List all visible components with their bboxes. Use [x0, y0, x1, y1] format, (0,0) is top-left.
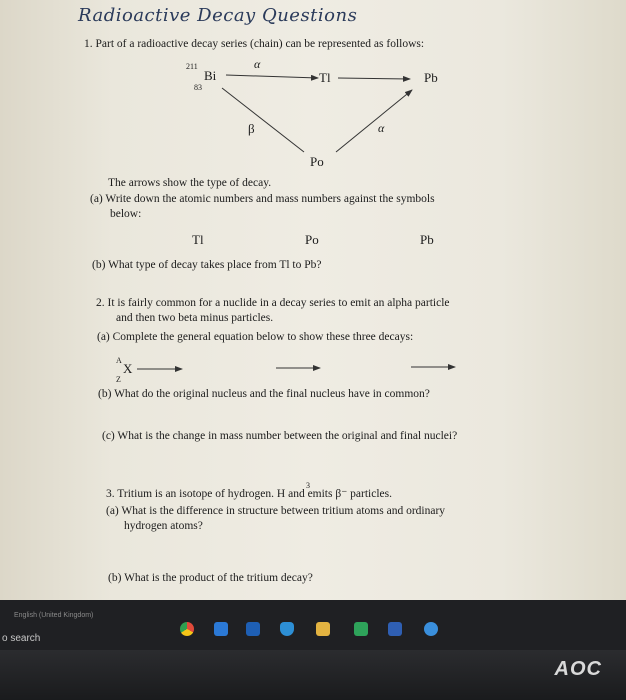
symbol-po: Po — [305, 232, 319, 247]
question-3a: (a) What is the difference in structure between tritium atoms and ordinary — [106, 505, 446, 517]
outlook-icon[interactable] — [214, 622, 228, 636]
language-indicator[interactable]: English (United Kingdom) — [14, 612, 94, 619]
question-3b: (b) What is the product of the tritium decay? — [108, 572, 313, 584]
chrome-icon[interactable] — [180, 622, 194, 636]
question-1b: (b) What type of decay takes place from Tl to Pb? — [92, 259, 322, 271]
question-2-intro-cont: and then two beta minus particles. — [116, 312, 274, 324]
word-icon[interactable] — [388, 622, 402, 636]
equation-x-symbol: X — [123, 361, 133, 376]
diagram-note: The arrows show the type of decay. — [108, 177, 272, 189]
equation-mass-label: A — [116, 356, 122, 365]
question-1-intro: 1. Part of a radioactive decay series (chain) can be represented as follows: — [84, 38, 425, 50]
question-3a-cont: hydrogen atoms? — [124, 520, 203, 532]
bi-atomic-number: 83 — [194, 83, 202, 92]
po-symbol-diagram: Po — [310, 154, 324, 169]
symbol-pb: Pb — [420, 232, 434, 247]
store-icon[interactable] — [280, 622, 294, 636]
alpha-label-right: α — [378, 121, 385, 135]
monitor-bezel — [0, 650, 626, 700]
tritium-mass-number: 3 — [306, 481, 310, 490]
question-2a: (a) Complete the general equation below to show these three decays: — [97, 331, 414, 343]
monitor-brand-logo: AOC — [554, 658, 602, 680]
question-2-intro: 2. It is fairly common for a nuclide in a decay series to emit an alpha particle — [96, 297, 450, 309]
pb-symbol-diagram: Pb — [424, 70, 438, 85]
beta-label: β — [248, 121, 255, 136]
search-box[interactable]: o search — [2, 633, 41, 644]
equation-atomic-label: Z — [116, 375, 121, 384]
file-explorer-icon[interactable] — [316, 622, 330, 636]
tl-symbol-diagram: Tl — [319, 70, 331, 85]
symbol-tl: Tl — [192, 232, 204, 247]
spotify-icon[interactable] — [354, 622, 368, 636]
bi-symbol: Bi — [204, 68, 217, 83]
bi-mass-number: 211 — [186, 62, 198, 71]
question-1a: (a) Write down the atomic numbers and mass numbers against the symbols — [90, 193, 435, 205]
question-2c: (c) What is the change in mass number between the original and final nuclei? — [102, 430, 458, 442]
question-1a-cont: below: — [110, 208, 142, 220]
taskbar — [0, 600, 626, 650]
question-3-intro: 3. Tritium is an isotope of hydrogen. H and emits β⁻ particles. — [106, 488, 392, 500]
question-2b: (b) What do the original nucleus and the final nucleus have in common? — [98, 388, 430, 400]
alpha-label-top: α — [254, 57, 261, 71]
edge-icon[interactable] — [246, 622, 260, 636]
page-title: Radioactive Decay Questions — [78, 5, 358, 26]
app-icon[interactable] — [424, 622, 438, 636]
